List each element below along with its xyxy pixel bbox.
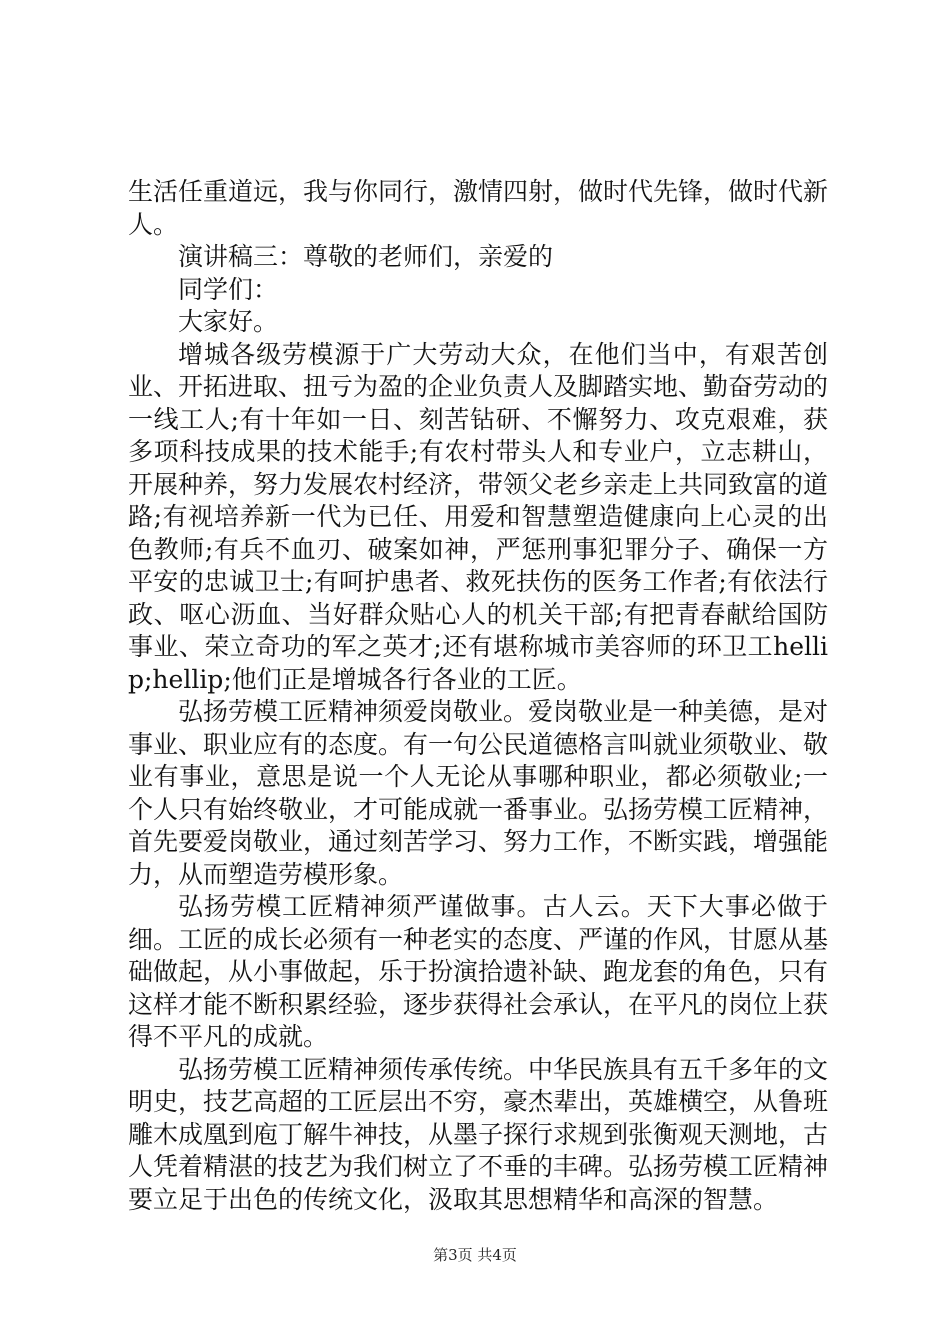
paragraph-8: 弘扬劳模工匠精神须传承传统。中华民族具有五千多年的文明史，技艺高超的工匠层出不穷，豪杰辈出，英雄横空，从鲁班雕木成凰到庖丁解牛神技，从墨子探行求规到张衡观天测地，古人凭着精湛的技艺为我们树立了不垂的丰碑。弘扬劳模工匠精神要立足于出色的传统文化，汲取其思想精华和高深的智慧。: [128, 1054, 829, 1214]
paragraph-2: 演讲稿三：尊敬的老师们，亲爱的: [178, 242, 554, 271]
paragraph-7: 弘扬劳模工匠精神须严谨做事。古人云。天下大事必做于细。工匠的成长必须有一种老实的态度、严谨的作风，甘愿从基础做起，从小事做起，乐于扮演拾遗补缺、跑龙套的角色，只有这样才能不断积累经验，逐步获得社会承认，在平凡的岗位上获得不平凡的成就。: [128, 892, 829, 1051]
paragraph-3: 同学们：: [178, 274, 279, 304]
page-footer: [0, 1245, 950, 1265]
body-text: [128, 176, 828, 1216]
paragraph-4: 大家好。: [178, 307, 279, 336]
page-number-label: 第3页 共4页: [433, 1246, 517, 1264]
paragraph-5: 增城各级劳模源于广大劳动大众，在他们当中，有艰苦创业、开拓进取、扭亏为盈的企业负责人及脚踏实地、勤奋劳动的一线工人;有十年如一日、刻苦钻研、不懈努力、攻克艰难，获多项科技成果的技术能手;有农村带头人和专业户，立志耕山，开展种养，努力发展农村经济，带领父老乡亲走上共同致富的道路;有视培养新一代为已任、用爱和智慧塑造健康向上心灵的出色教师;有兵不血刃、破案如神，严惩刑事犯罪分子、确保一方平安的忠诚卫士;有呵护患者、救死扶伤的医务工作者;有依法行政、呕心沥血、当好群众贴心人的机关干部;有把青春献给国防事业、荣立奇功的军之英才;还有堪称城市美容师的环卫工hellip;hellip;他们正是增城各行各业的工匠。: [128, 339, 829, 694]
paragraph-6: 弘扬劳模工匠精神须爱岗敬业。爱岗敬业是一种美德，是对事业、职业应有的态度。有一句公民道德格言叫就业须敬业、敬业有事业，意思是说一个人无论从事哪种职业，都必须敬业;一个人只有始终敬业，才可能成就一番事业。弘扬劳模工匠精神，首先要爱岗敬业，通过刻苦学习、努力工作，不断实践，增强能力，从而塑造劳模形象。: [128, 697, 829, 889]
paragraph-1: 生活任重道远，我与你同行，激情四射，做时代先锋，做时代新人。: [128, 177, 829, 239]
